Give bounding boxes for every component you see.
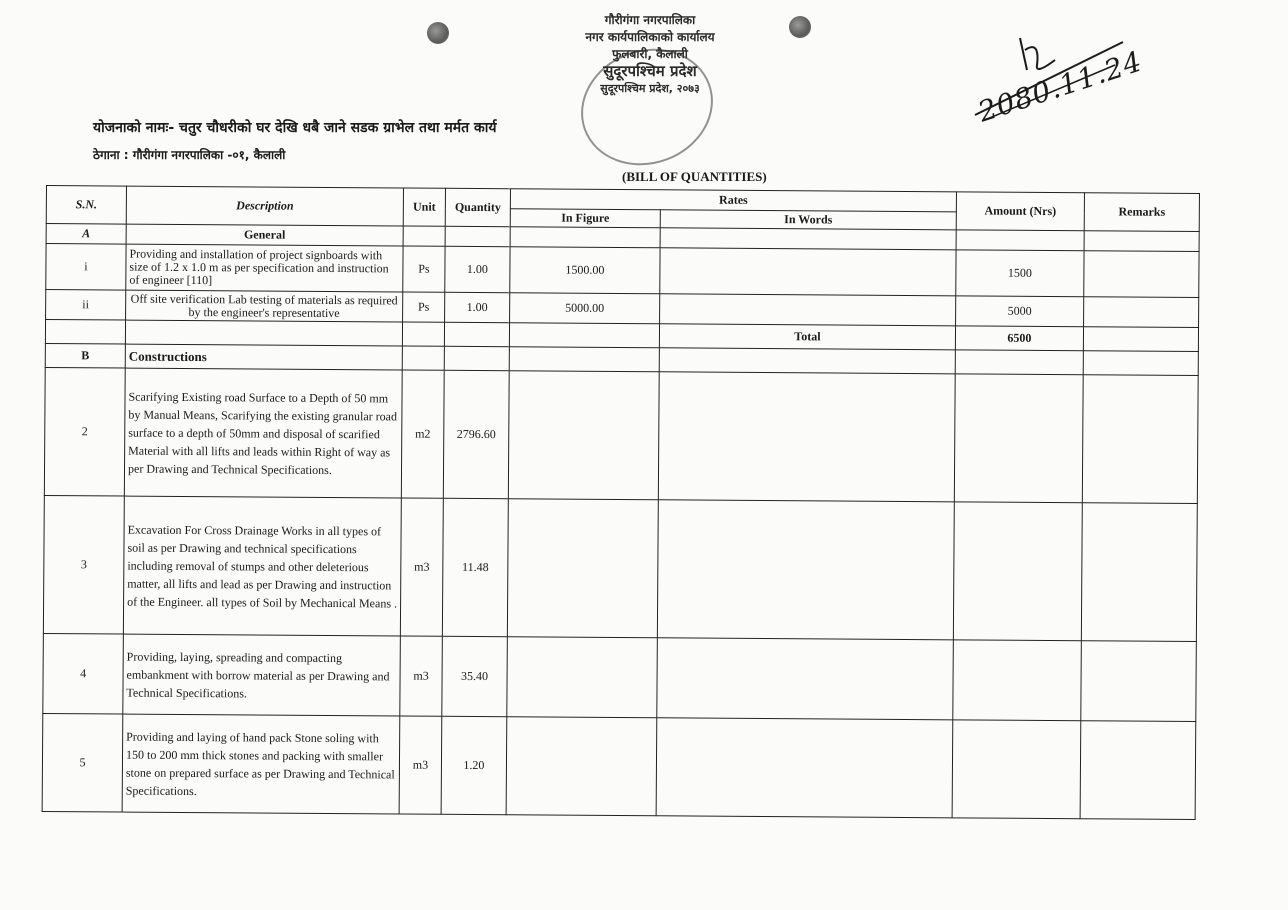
empty-cell: [1082, 375, 1198, 504]
section-a-code: A: [46, 224, 126, 245]
sn-header: S.N.: [46, 186, 126, 225]
empty-cell: [507, 637, 658, 718]
rates-header: Rates: [510, 189, 956, 212]
row-amount: 5000: [956, 296, 1084, 327]
empty-cell: [444, 322, 509, 346]
row-sn: 5: [42, 713, 123, 812]
amount-header: Amount (Nrs): [956, 192, 1084, 231]
empty-cell: [445, 226, 510, 246]
row-unit: m2: [401, 370, 444, 498]
row-quantity: 1.20: [441, 716, 507, 814]
row-description: Excavation For Cross Drainage Works in all types of soil as per Drawing and technical specifications including removal of stumps and other deleterious matter, all lifts and lead as per Drawing and instruction of the Engineer. all types of Soil by Mechanical Means .: [123, 496, 401, 636]
stamp-line-4: सुदूरपश्चिम प्रदेश: [603, 62, 697, 80]
empty-cell: [660, 228, 956, 250]
row-sn: 4: [43, 633, 124, 714]
table-row-construction-4: [43, 633, 1197, 721]
empty-cell: [507, 499, 658, 638]
stamp-line-3: फुलबारी, कैलाली: [612, 47, 688, 61]
row-description: Providing and laying of hand pack Stone soling with 150 to 200 mm thick stones and packing with smaller stone on prepared surface as per Drawing and Technical Specifications.: [122, 714, 400, 814]
row-quantity: 11.48: [442, 498, 508, 636]
row-unit: m3: [400, 636, 443, 716]
project-address: ठेगाना : गौरीगंगा नगरपालिका -०१, कैलाली: [93, 148, 286, 162]
row-rate-figure: 1500.00: [510, 247, 660, 294]
row-quantity: 1.00: [445, 246, 510, 292]
description-header: Description: [126, 186, 403, 226]
row-quantity: 35.40: [442, 636, 508, 716]
empty-cell: [1084, 231, 1199, 252]
empty-cell: [952, 720, 1081, 819]
signature-date: 2080.11.24: [974, 44, 1147, 129]
empty-cell: [508, 371, 659, 500]
empty-cell: [510, 227, 660, 248]
empty-cell: [403, 226, 445, 246]
empty-cell: [45, 320, 125, 345]
row-description: Providing and installation of project signboards with size of 1.2 x 1.0 m as per specification and instruction of engineer [110]: [126, 244, 403, 292]
boq-title: (BILL OF QUANTITIES): [622, 169, 767, 184]
section-a-title: General: [126, 224, 403, 246]
row-rate-words: [660, 294, 956, 326]
empty-cell: [953, 502, 1082, 641]
remarks-header: Remarks: [1084, 193, 1199, 232]
row-sn: 3: [43, 495, 124, 634]
section-b-title: Constructions: [125, 344, 402, 370]
in-words-header: In Words: [660, 210, 956, 230]
empty-cell: [125, 320, 402, 346]
row-description: Providing, laying, spreading and compacting embankment with borrow material as per Drawing and Technical Specifications.: [123, 634, 401, 716]
row-remarks: [1084, 297, 1199, 328]
empty-cell: [509, 347, 659, 372]
municipality-stamp: [560, 12, 740, 97]
empty-cell: [1080, 721, 1196, 820]
total-label: Total: [659, 324, 955, 350]
quantity-header: Quantity: [445, 188, 510, 226]
empty-cell: [657, 500, 954, 640]
empty-cell: [659, 348, 955, 374]
empty-cell: [956, 230, 1084, 251]
punch-hole-right: [789, 16, 811, 38]
row-unit: m3: [400, 498, 443, 636]
boq-table: [42, 185, 1200, 820]
empty-cell: [1081, 641, 1197, 722]
row-unit: m3: [399, 716, 442, 814]
stamp-line-5: सुदूरपश्चिम प्रदेश, २०७३: [600, 82, 700, 95]
empty-cell: [506, 717, 657, 816]
row-quantity: 2796.60: [443, 370, 509, 498]
unit-header: Unit: [403, 188, 445, 226]
table-row-construction-5: [42, 713, 1196, 819]
table-row-construction-2: [44, 367, 1198, 503]
empty-cell: [1083, 351, 1198, 376]
row-rate-figure: 5000.00: [510, 293, 660, 324]
row-description: Off site verification Lab testing of materials as required by the engineer's representative: [126, 290, 403, 322]
handwritten-signature: [965, 20, 1147, 129]
empty-cell: [509, 323, 659, 348]
row-unit: Ps: [403, 292, 445, 322]
row-sn: i: [46, 244, 126, 291]
empty-cell: [954, 374, 1083, 503]
punch-hole-left: [427, 22, 449, 44]
empty-cell: [444, 346, 509, 370]
empty-cell: [656, 718, 953, 818]
row-rate-words: [660, 248, 956, 296]
row-quantity: 1.00: [445, 292, 510, 322]
total-amount: 6500: [955, 326, 1083, 351]
row-sn: ii: [46, 290, 126, 321]
in-figure-header: In Figure: [510, 209, 660, 228]
project-name: योजनाको नामः- चतुर चौधरीको घर देखि धबै जाने सडक ग्राभेल तथा मर्मत कार्य: [93, 120, 497, 136]
empty-cell: [955, 350, 1083, 375]
table-row-general-1: [46, 244, 1199, 298]
row-amount: 1500: [956, 250, 1084, 297]
row-unit: Ps: [403, 246, 445, 292]
section-b-code: B: [45, 343, 125, 368]
empty-cell: [402, 322, 444, 346]
stamp-line-1: गौरीगंगा नगरपालिका: [604, 13, 696, 27]
empty-cell: [1081, 503, 1197, 642]
row-description: Scarifying Existing road Surface to a Depth of 50 mm by Manual Means, Scarifying the existing granular road surface to a depth of 50mm and disposal of scarified Material with all lifts and leads within Right of way as per Drawing and Technical Specifications.: [124, 368, 402, 498]
empty-cell: [1083, 327, 1198, 352]
row-remarks: [1084, 251, 1199, 298]
empty-cell: [658, 372, 955, 502]
table-row-construction-3: [43, 495, 1197, 641]
stamp-line-2: नगर कार्यपालिकाको कार्यालय: [585, 30, 715, 44]
row-sn: 2: [44, 367, 125, 496]
empty-cell: [657, 638, 954, 720]
empty-cell: [953, 640, 1082, 721]
empty-cell: [402, 346, 444, 370]
